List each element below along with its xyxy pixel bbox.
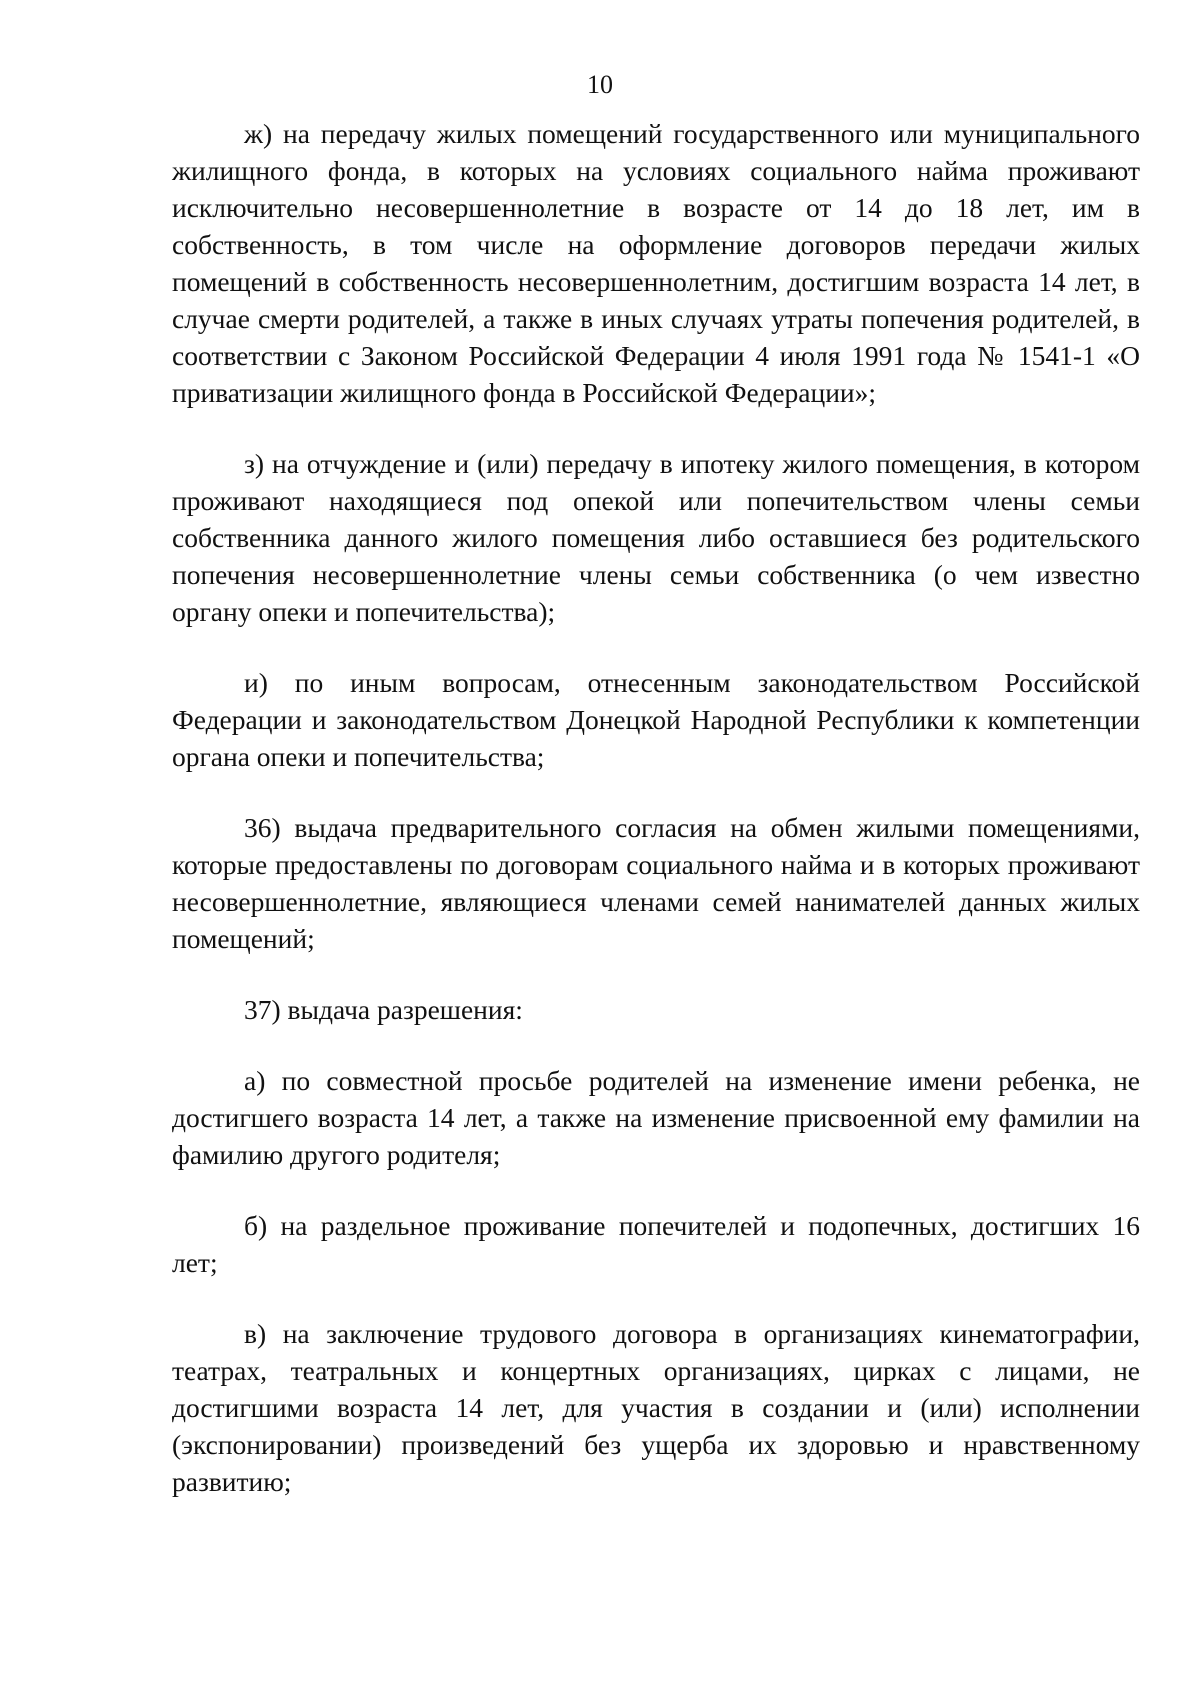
paragraph-item-z: з) на отчуждение и (или) передачу в ипотеку жилого помещения, в котором проживают находящиеся под опекой или попечительством члены семьи собственника данного жилого помещения либо оставшиеся без родительского попечения несовершеннолетние члены семьи собственника (о чем известно органу опеки и попечительства); — [172, 448, 1140, 627]
paragraph-item-zh: ж) на передачу жилых помещений государственного или муниципального жилищного фонда, в которых на условиях социального найма проживают исключительно несовершеннолетние в возрасте от 14 до 18 лет, им в собственность, в том числе на оформление договоров передачи жилых помещений в собственность несовершеннолетним, достигшим возраста 14 лет, в случае смерти родителей, а также в иных случаях утраты попечения родителей, в соответствии с Законом Российской Федерации 4 июля 1991 года № 1541-1 «О приватизации жилищного фонда в Российской Федерации»; — [172, 118, 1140, 408]
paragraph-item-37: 37) выдача разрешения: — [244, 994, 523, 1025]
paragraph-item-v: в) на заключение трудового договора в организациях кинематографии, театрах, театральных и концертных организациях, цирках с лицами, не достигшими возраста 14 лет, для участия в создании и (или) исполнении (экспонировании) произведений без ущерба их здоровью и нравственному развитию; — [172, 1318, 1140, 1497]
paragraph-item-b: б) на раздельное проживание попечителей и подопечных, достигших 16 лет; — [172, 1210, 1140, 1278]
page-number: 10 — [587, 70, 613, 99]
document-body — [172, 115, 1140, 1534]
paragraph-item-36: 36) выдача предварительного согласия на обмен жилыми помещениями, которые предоставлены по договорам социального найма и в которых проживают несовершеннолетние, являющиеся членами семей нанимателей данных жилых помещений; — [172, 812, 1140, 954]
paragraph-item-a: а) по совместной просьбе родителей на изменение имени ребенка, не достигшего возраста 14 лет, а также на изменение присвоенной ему фамилии на фамилию другого родителя; — [172, 1065, 1140, 1170]
paragraph-item-i: и) по иным вопросам, отнесенным законодательством Российской Федерации и законодательством Донецкой Народной Республики к компетенции органа опеки и попечительства; — [172, 667, 1140, 772]
